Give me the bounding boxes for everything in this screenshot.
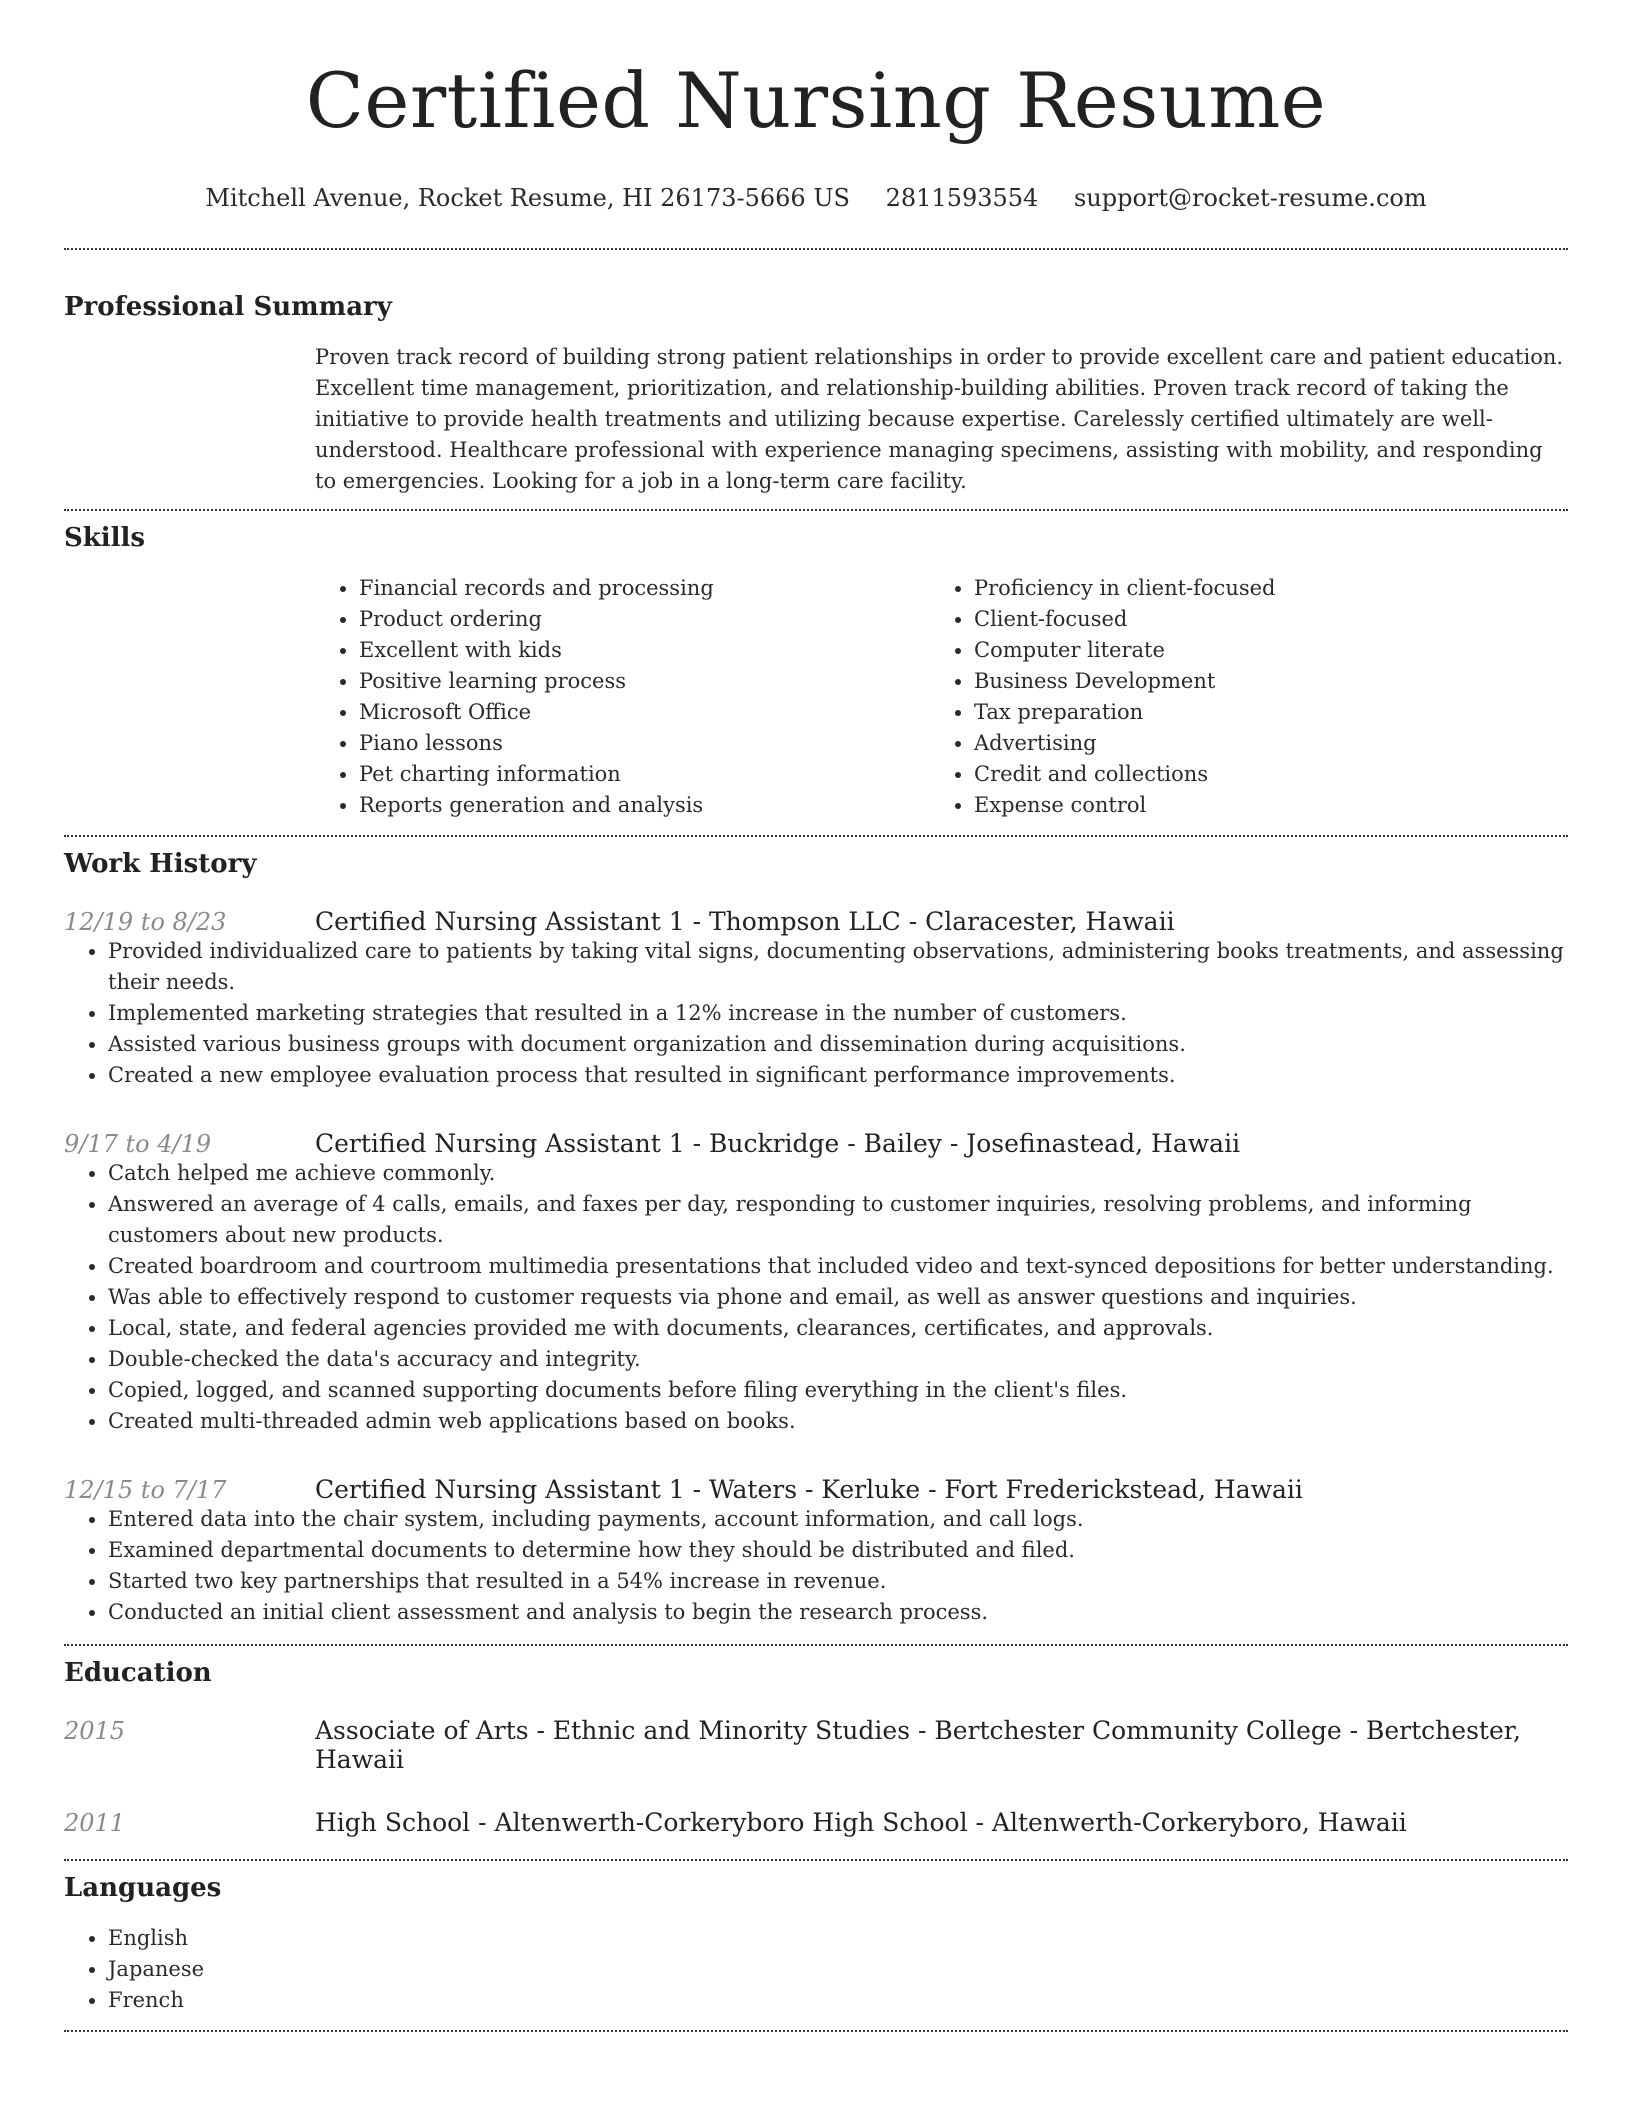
- list-item: • Copied, logged, and scanned supporting documents before filing everything in the client's files.: [108, 1375, 1568, 1406]
- list-item: • Piano lessons: [359, 728, 930, 759]
- list-item: • Tax preparation: [974, 697, 1545, 728]
- job-date: 12/19 to 8/23: [64, 908, 227, 936]
- summary-text: Proven track record of building strong patient relationships in order to provide excellent care and patient education. Excellent time management, prioritization, and relationship-building abilities. Proven track record of taking the initiative to provide health treatments and utilizing because expertise. Carelessly certified ultimately are well-understood. Healthcare professional with experience managing specimens, assisting with mobility, and responding to emergencies. Looking for a job in a long-term care facility.: [315, 345, 1564, 493]
- contact-email: support@rocket-resume.com: [1073, 184, 1427, 212]
- skills-list-right: [930, 573, 1545, 821]
- list-item: • English: [108, 1923, 1568, 1954]
- divider: [64, 509, 1568, 511]
- job-title: Certified Nursing Assistant 1 - Waters - Kerluke - Fort Frederickstead, Hawaii: [315, 1475, 1303, 1504]
- list-item: • Double-checked the data's accuracy and integrity.: [108, 1344, 1568, 1375]
- contact-address: Mitchell Avenue, Rocket Resume, HI 26173-5666 US: [205, 184, 850, 212]
- list-item: • Client-focused: [974, 604, 1545, 635]
- education-title: High School - Altenwerth-Corkeryboro High School - Altenwerth-Corkeryboro, Hawaii: [315, 1808, 1407, 1837]
- skills-column-right: [930, 573, 1545, 821]
- divider: [64, 2030, 1568, 2032]
- education-date: 2015: [64, 1717, 126, 1745]
- list-item: • Created multi-threaded admin web applications based on books.: [108, 1406, 1568, 1437]
- job-date: 12/15 to 7/17: [64, 1476, 227, 1504]
- resume-title: Certified Nursing Resume: [305, 56, 1327, 145]
- list-item: • Answered an average of 4 calls, emails, and faxes per day, responding to customer inquiries, resolving problems, and informing customers about new products.: [108, 1189, 1568, 1251]
- section-title-skills: Skills: [64, 523, 146, 553]
- list-item: • Conducted an initial client assessment and analysis to begin the research process.: [108, 1597, 1568, 1628]
- list-item: • Implemented marketing strategies that resulted in a 12% increase in the number of customers.: [108, 998, 1568, 1029]
- contact-line: [64, 184, 1568, 212]
- list-item: • Japanese: [108, 1954, 1568, 1985]
- list-item: • Excellent with kids: [359, 635, 930, 666]
- education-date: 2011: [64, 1809, 126, 1837]
- languages-list: [64, 1923, 1568, 2016]
- list-item: • Local, state, and federal agencies provided me with documents, clearances, certificates, and approvals.: [108, 1313, 1568, 1344]
- job-header: [64, 1475, 1568, 1504]
- list-item: • Entered data into the chair system, including payments, account information, and call logs.: [108, 1504, 1568, 1535]
- list-item: • Proficiency in client-focused: [974, 573, 1545, 604]
- job-entry: [64, 907, 1568, 1091]
- section-title-education: Education: [64, 1658, 212, 1688]
- job-bullets: [64, 936, 1568, 1091]
- summary-section: [64, 292, 1568, 497]
- job-bullets: [64, 1504, 1568, 1628]
- languages-section: [64, 1873, 1568, 2016]
- skills-section: [64, 523, 1568, 821]
- education-entry: [64, 1716, 1568, 1774]
- section-title-languages: Languages: [64, 1873, 222, 1903]
- work-section: [64, 849, 1568, 1628]
- list-item: • Examined departmental documents to determine how they should be distributed and filed.: [108, 1535, 1568, 1566]
- list-item: • Business Development: [974, 666, 1545, 697]
- skills-column-left: [315, 573, 930, 821]
- skills-grid: [315, 573, 1568, 821]
- divider: [64, 1859, 1568, 1861]
- list-item: • Assisted various business groups with document organization and dissemination during acquisitions.: [108, 1029, 1568, 1060]
- list-item: • Created a new employee evaluation process that resulted in significant performance improvements.: [108, 1060, 1568, 1091]
- job-header: [64, 907, 1568, 936]
- list-item: • Advertising: [974, 728, 1545, 759]
- section-title-work: Work History: [64, 849, 257, 879]
- job-entry: [64, 1129, 1568, 1437]
- list-item: • Product ordering: [359, 604, 930, 635]
- job-date: 9/17 to 4/19: [64, 1130, 212, 1158]
- contact-phone: 2811593554: [885, 184, 1039, 212]
- list-item: • Was able to effectively respond to customer requests via phone and email, as well as answer questions and inquiries.: [108, 1282, 1568, 1313]
- skills-list-left: [315, 573, 930, 821]
- job-entry: [64, 1475, 1568, 1628]
- list-item: • Computer literate: [974, 635, 1545, 666]
- divider: [64, 835, 1568, 837]
- list-item: • Financial records and processing: [359, 573, 930, 604]
- list-item: • Catch helped me achieve commonly.: [108, 1158, 1568, 1189]
- list-item: • Credit and collections: [974, 759, 1545, 790]
- education-section: [64, 1658, 1568, 1837]
- job-bullets: [64, 1158, 1568, 1437]
- list-item: • Reports generation and analysis: [359, 790, 930, 821]
- job-title: Certified Nursing Assistant 1 - Thompson LLC - Claracester, Hawaii: [315, 907, 1175, 936]
- list-item: • Started two key partnerships that resulted in a 54% increase in revenue.: [108, 1566, 1568, 1597]
- list-item: • Created boardroom and courtroom multimedia presentations that included video and text-synced depositions for better understanding.: [108, 1251, 1568, 1282]
- job-header: [64, 1129, 1568, 1158]
- list-item: • Provided individualized care to patients by taking vital signs, documenting observations, administering books treatments, and assessing their needs.: [108, 936, 1568, 998]
- job-title: Certified Nursing Assistant 1 - Buckridge - Bailey - Josefinastead, Hawaii: [315, 1129, 1241, 1158]
- education-title: Associate of Arts - Ethnic and Minority Studies - Bertchester Community College - Bertchester, Hawaii: [315, 1716, 1521, 1774]
- divider: [64, 248, 1568, 250]
- list-item: • Microsoft Office: [359, 697, 930, 728]
- divider: [64, 1644, 1568, 1646]
- list-item: • French: [108, 1985, 1568, 2016]
- list-item: • Expense control: [974, 790, 1545, 821]
- list-item: • Positive learning process: [359, 666, 930, 697]
- list-item: • Pet charting information: [359, 759, 930, 790]
- education-entry: [64, 1808, 1568, 1837]
- section-title-summary: Professional Summary: [64, 292, 392, 322]
